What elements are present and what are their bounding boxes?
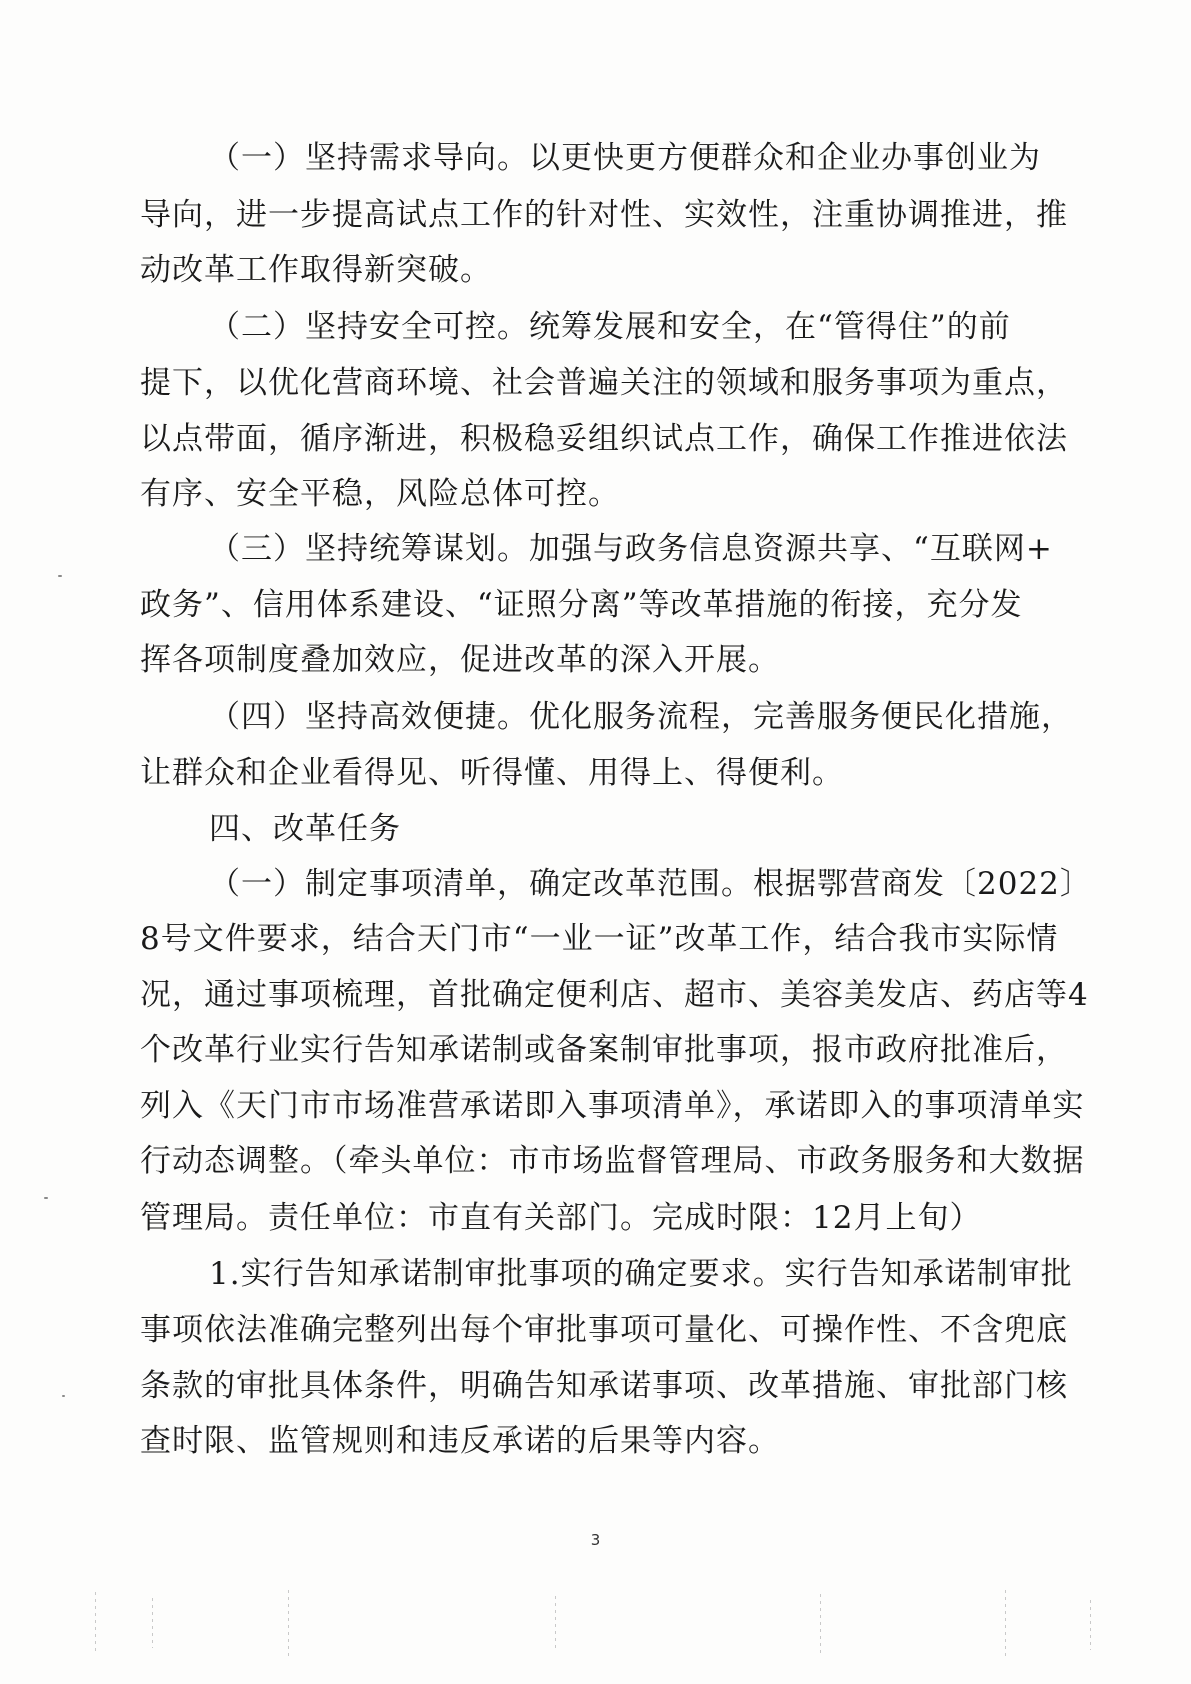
text-line: 列入《天门市市场准营承诺即入事项清单》，承诺即入的事项清单实 (140, 1088, 1085, 1124)
text-line: 1.实行告知承诺制审批事项的确定要求。实行告知承诺制审批 (209, 1256, 1073, 1292)
text-line: 以点带面，循序渐进，积极稳妥组织试点工作，确保工作推进依法 (140, 421, 1068, 457)
scan-speck (44, 1197, 48, 1199)
scan-edge-mark (820, 1594, 821, 1654)
text-line: 动改革工作取得新突破。 (140, 252, 492, 288)
text-line: 政务”、信用体系建设、“证照分离”等改革措施的衔接，充分发 (140, 587, 1023, 623)
text-line: （二）坚持安全可控。统筹发展和安全，在“管得住”的前 (209, 309, 1011, 345)
text-line: 查时限、监管规则和违反承诺的后果等内容。 (140, 1423, 780, 1459)
text-line: 8号文件要求，结合天门市“一业一证”改革工作，结合我市实际情 (140, 921, 1059, 957)
text-line: 有序、安全平稳，风险总体可控。 (140, 476, 620, 512)
scan-edge-mark (1090, 1600, 1091, 1650)
text-line: 条款的审批具体条件，明确告知承诺事项、改革措施、审批部门核 (140, 1368, 1068, 1404)
text-line: 个改革行业实行告知承诺制或备案制审批事项，报市政府批准后， (140, 1032, 1068, 1068)
scan-edge-mark (288, 1590, 289, 1660)
scan-speck (58, 575, 62, 577)
text-line: 事项依法准确完整列出每个审批事项可量化、可操作性、不含兜底 (140, 1312, 1068, 1348)
text-line: 导向，进一步提高试点工作的针对性、实效性，注重协调推进，推 (140, 197, 1068, 233)
text-line: （四）坚持高效便捷。优化服务流程，完善服务便民化措施， (209, 699, 1073, 735)
scan-edge-mark (1005, 1590, 1006, 1660)
text-line: 让群众和企业看得见、听得懂、用得上、得便利。 (140, 755, 844, 791)
scan-speck (62, 1395, 65, 1397)
text-line: 提下，以优化营商环境、社会普遍关注的领域和服务事项为重点， (140, 365, 1068, 401)
scan-edge-mark (555, 1596, 556, 1651)
text-line: 挥各项制度叠加效应，促进改革的深入开展。 (140, 642, 780, 678)
scan-edge-mark (95, 1592, 96, 1652)
text-line: 况，通过事项梳理，首批确定便利店、超市、美容美发店、药店等4 (140, 977, 1089, 1013)
text-line: 管理局。责任单位：市直有关部门。完成时限：12月上旬） (140, 1200, 982, 1236)
section-heading: 四、改革任务 (209, 811, 401, 847)
page-number: 3 (590, 1531, 601, 1549)
text-line: 行动态调整。（牵头单位：市市场监督管理局、市政务服务和大数据 (140, 1143, 1085, 1179)
text-line: （一）制定事项清单，确定改革范围。根据鄂营商发〔2022〕 (209, 866, 1092, 902)
text-line: （三）坚持统筹谋划。加强与政务信息资源共享、“互联网+ (209, 531, 1053, 567)
scan-edge-mark (152, 1598, 153, 1648)
text-line: （一）坚持需求导向。以更快更方便群众和企业办事创业为 (209, 140, 1041, 176)
